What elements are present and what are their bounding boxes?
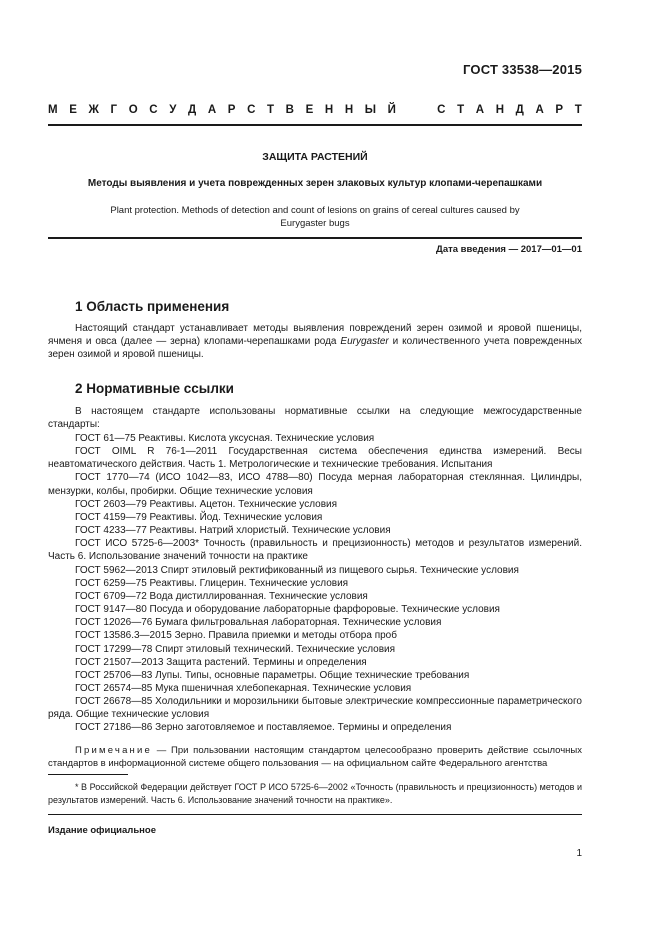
reference-item: ГОСТ 17299—78 Спирт этиловый технический. Технические условия (75, 643, 396, 655)
label-letter: Т (574, 104, 582, 116)
footnote: * В Российской Федерации действует ГОСТ Р ИСО 5725-6—2002 «Точность (правильность и прецизионность) методов и результатов измерений. Часть 6. Использование значений точности на практике». (48, 782, 582, 805)
label-letter: Д (515, 104, 524, 116)
reference-item: ГОСТ 25706—83 Лупы. Типы, основные параметры. Общие технические требования (75, 669, 470, 681)
reference-item: ГОСТ 12026—76 Бумага фильтровальная лабораторная. Технические условия (75, 617, 442, 629)
reference-item: ГОСТ 1770—74 (ИСО 1042—83, ИСО 4788—80) Посуда мерная лабораторная стеклянная. Цилиндры, мензурки, колбы, пробирки. Общие технические условия (48, 472, 582, 497)
reference-item: ГОСТ 4159—79 Реактивы. Йод. Технические условия (75, 511, 323, 523)
reference-item: ГОСТ 21507—2013 Защита растений. Термины и определения (75, 656, 367, 668)
label-word-gap (408, 104, 426, 116)
reference-item: ГОСТ 5962—2013 Спирт этиловый ректификованный из пищевого сырья. Технические условия (75, 564, 519, 576)
section-1-heading: 1 Область применения (75, 299, 230, 314)
label-letter: У (169, 104, 177, 116)
label-letter: С (437, 104, 446, 116)
label-letter: А (475, 104, 485, 116)
section-1-text: Настоящий стандарт устанавливает методы выявления повреждений зерен озимой и яровой пшеницы, ячменя и овса (далее — зерна) клопами-черепашками рода Eurygaster и количественного учета поврежденных зерен озимой и яровой пшеницы. (48, 323, 583, 361)
english-title: Plant protection. Methods of detection and count of lesions on grains of cereal cultures caused by Eurygaster bugs (110, 205, 520, 229)
label-letter: В (285, 104, 294, 116)
introduction-date: Дата введения — 2017—01—01 (436, 244, 582, 255)
note-label: Примечание (75, 745, 152, 756)
label-letter: А (535, 104, 544, 116)
reference-item: ГОСТ 6709—72 Вода дистиллированная. Технические условия (75, 590, 368, 602)
reference-item: ГОСТ 9147—80 Посуда и оборудование лабораторные фарфоровые. Технические условия (75, 604, 500, 616)
title-rule (48, 237, 582, 239)
reference-item: ГОСТ OIML R 76-1—2011 Государственная система обеспечения единства измерений. Весы неавтоматического действия. Часть 1. Метрологические и технические требования. Испытания (48, 446, 582, 471)
footnote-rule (48, 774, 128, 775)
note: Примечание — При пользовании настоящим стандартом целесообразно проверить действие ссылочных стандартов в информационной системе общего пользования — на официальном сайте Федерального агентства (48, 745, 582, 769)
label-letter: Й (387, 104, 396, 116)
reference-item: ГОСТ 26678—85 Холодильники и морозильники бытовые электрические компрессионные параметрического ряда. Общие технические условия (48, 696, 582, 721)
label-letter: Н (324, 104, 334, 116)
label-letter: Е (69, 104, 77, 116)
document-subtitle: Методы выявления и учета поврежденных зерен злаковых культур клопами-черепашками (87, 178, 543, 189)
edition-rule (48, 814, 582, 815)
label-letter: Т (457, 104, 465, 116)
label-letter: Е (305, 104, 314, 116)
interstate-standard-label (48, 104, 582, 116)
section-2-heading: 2 Нормативные ссылки (75, 381, 234, 396)
label-letter: Д (188, 104, 197, 116)
label-letter: Ж (88, 104, 99, 116)
reference-item: ГОСТ 2603—79 Реактивы. Ацетон. Технические условия (75, 498, 338, 510)
reference-item: ГОСТ 26574—85 Мука пшеничная хлебопекарная. Технические условия (75, 682, 412, 694)
label-letter: Р (555, 104, 564, 116)
header-rule (48, 124, 582, 126)
label-letter: Ы (364, 104, 377, 116)
reference-item: ГОСТ ИСО 5725-6—2003* Точность (правильность и прецизионность) методов и результатов измерений. Часть 6. Использование значений точности на практике (48, 538, 582, 563)
reference-item: ГОСТ 61—75 Реактивы. Кислота уксусная. Технические условия (75, 433, 375, 444)
label-letter: Р (227, 104, 236, 116)
reference-item: ГОСТ 13586.3—2015 Зерно. Правила приемки и методы отбора проб (75, 630, 397, 642)
label-letter: С (247, 104, 256, 116)
label-letter: Т (267, 104, 275, 116)
official-edition-label: Издание официальное (48, 825, 156, 836)
label-letter: С (149, 104, 158, 116)
reference-item: ГОСТ 6259—75 Реактивы. Глицерин. Технические условия (75, 577, 349, 589)
standard-number: ГОСТ 33538—2015 (463, 62, 582, 77)
label-letter: А (207, 104, 217, 116)
reference-item: ГОСТ 4233—77 Реактивы. Натрий хлористый. Технические условия (75, 525, 391, 537)
section-2-intro: В настоящем стандарте использованы нормативные ссылки на следующие межгосударственные стандарты: (48, 406, 582, 431)
label-letter: М (48, 104, 58, 116)
label-letter: Н (344, 104, 354, 116)
label-letter: О (128, 104, 138, 116)
genus-name: Eurygaster (340, 336, 389, 348)
reference-item: ГОСТ 27186—86 Зерно заготовляемое и поставляемое. Термины и определения (75, 722, 452, 734)
document-title: ЗАЩИТА РАСТЕНИЙ (262, 151, 368, 163)
page-number: 1 (576, 848, 582, 859)
label-letter: Н (495, 104, 505, 116)
label-letter: Г (110, 104, 118, 116)
references-list (48, 432, 582, 735)
